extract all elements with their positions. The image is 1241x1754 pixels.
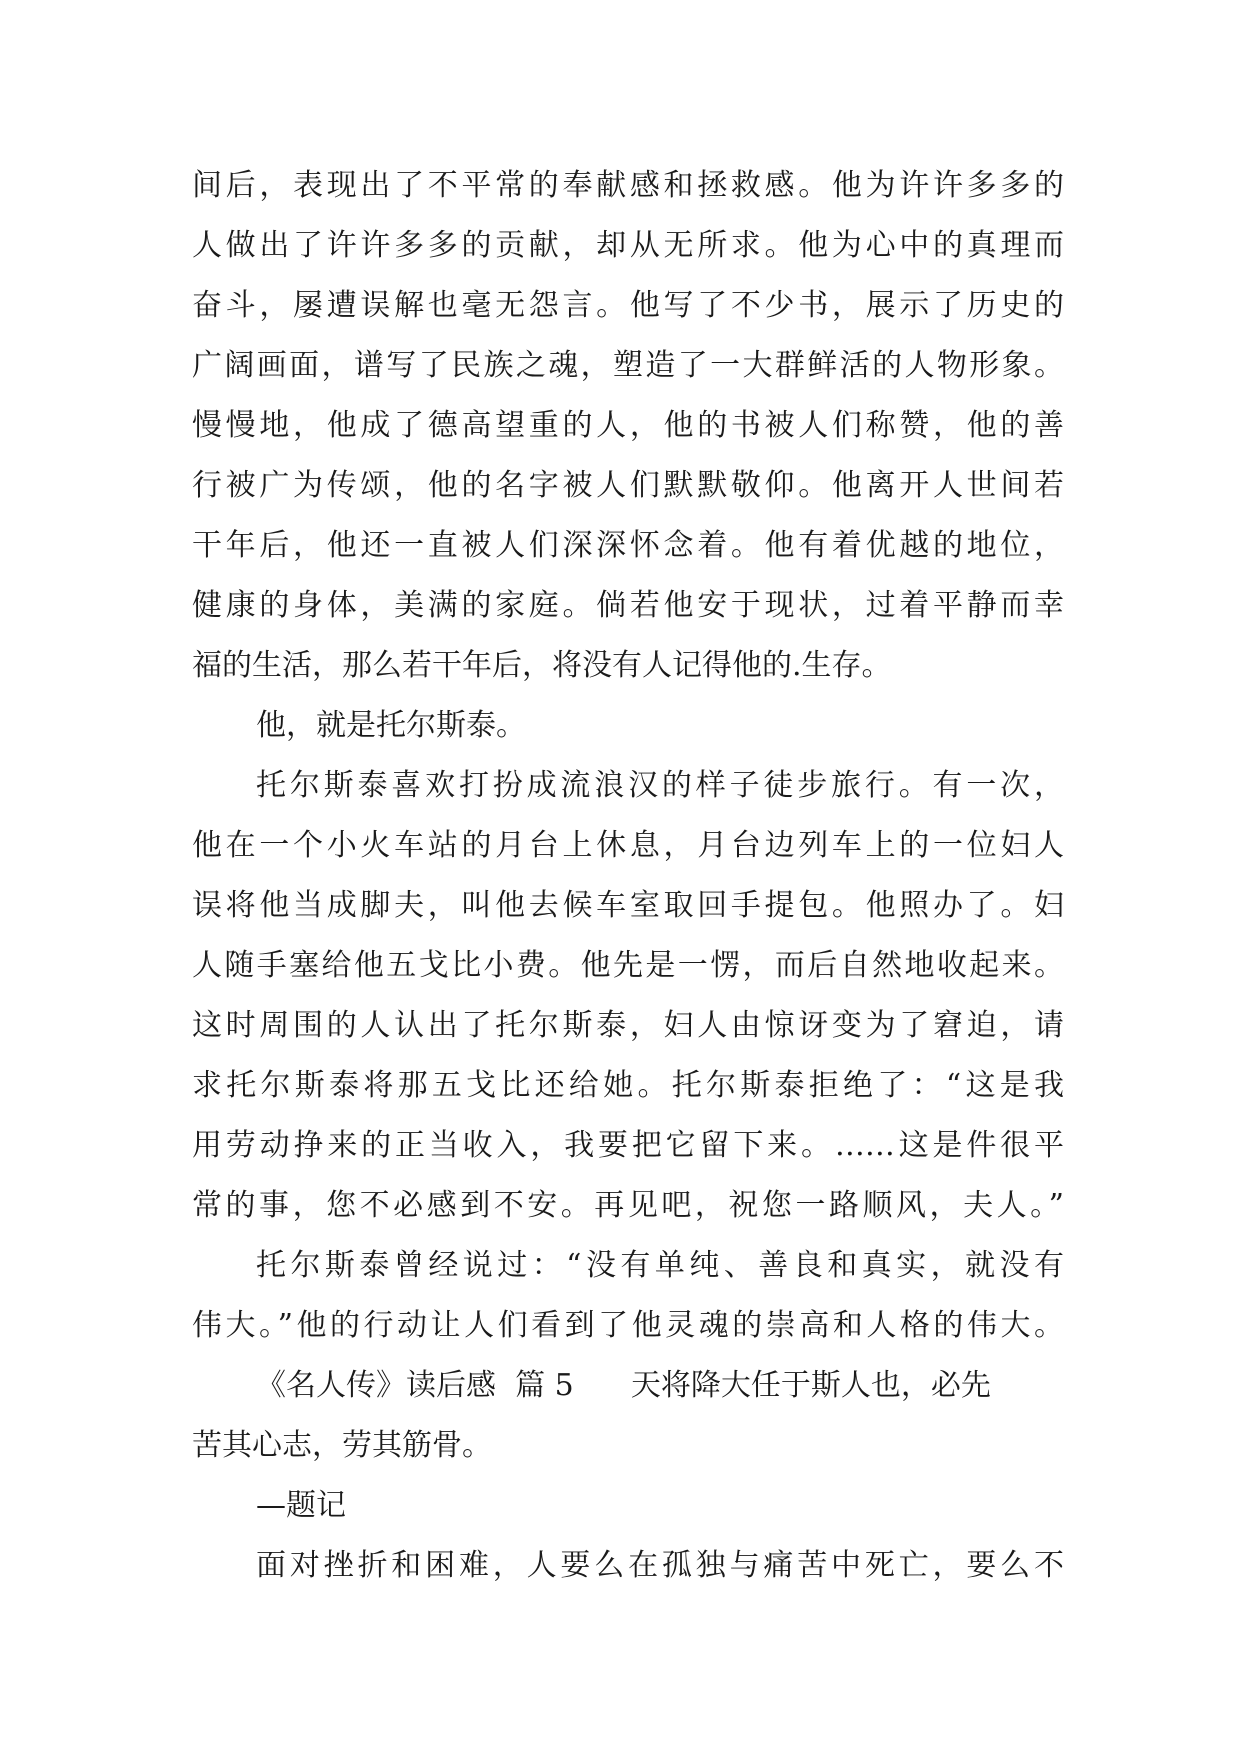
text-line: 慢慢地，他成了德高望重的人，他的书被人们称赞，他的善 [192,408,1064,443]
text-line: 行被广为传颂，他的名字被人们默默敬仰。他离开人世间若 [192,468,1064,503]
text-line: 误将他当成脚夫，叫他去候车室取回手提包。他照办了。妇 [192,888,1064,923]
text-line: 人做出了许许多多的贡献，却从无所求。他为心中的真理而 [192,228,1064,263]
text-line: 健康的身体，美满的家庭。倘若他安于现状，过着平静而幸 [192,588,1064,623]
text-line: 这时周围的人认出了托尔斯泰，妇人由惊讶变为了窘迫，请 [192,1008,1064,1043]
text-line: 托尔斯泰喜欢打扮成流浪汉的样子徒步旅行。有一次， [256,768,1064,803]
text-line: 他，就是托尔斯泰。 [256,708,526,743]
epigraph-attribution: —题记 [256,1488,346,1523]
text-line: 福的生活，那么若干年后，将没有人记得他的.生存。 [192,648,892,683]
text-line: 伟大。”他的行动让人们看到了他灵魂的崇高和人格的伟大。 [192,1308,1064,1343]
section-heading-line: 《名人传》读后感 篇 5 天将降大任于斯人也，必先 [256,1368,991,1403]
text-line: 奋斗，屡遭误解也毫无怨言。他写了不少书，展示了历史的 [192,288,1064,323]
text-line: 求托尔斯泰将那五戈比还给她。托尔斯泰拒绝了：“这是我 [192,1068,1064,1103]
text-line: 苦其心志，劳其筋骨。 [192,1428,492,1463]
body-text [192,156,1064,1596]
text-line: 干年后，他还一直被人们深深怀念着。他有着优越的地位， [192,528,1064,563]
text-line: 广阔画面，谱写了民族之魂，塑造了一大群鲜活的人物形象。 [192,348,1064,383]
text-line: 间后，表现出了不平常的奉献感和拯救感。他为许许多多的 [192,168,1064,203]
text-line: 用劳动挣来的正当收入，我要把它留下来。……这是件很平 [192,1128,1064,1163]
text-line: 面对挫折和困难，人要么在孤独与痛苦中死亡，要么不 [256,1548,1064,1583]
text-line: 常的事，您不必感到不安。再见吧，祝您一路顺风，夫人。” [192,1188,1064,1223]
text-line: 他在一个小火车站的月台上休息，月台边列车上的一位妇人 [192,828,1064,863]
text-line: 托尔斯泰曾经说过：“没有单纯、善良和真实，就没有 [256,1248,1064,1283]
text-line: 人随手塞给他五戈比小费。他先是一愣，而后自然地收起来。 [192,948,1064,983]
